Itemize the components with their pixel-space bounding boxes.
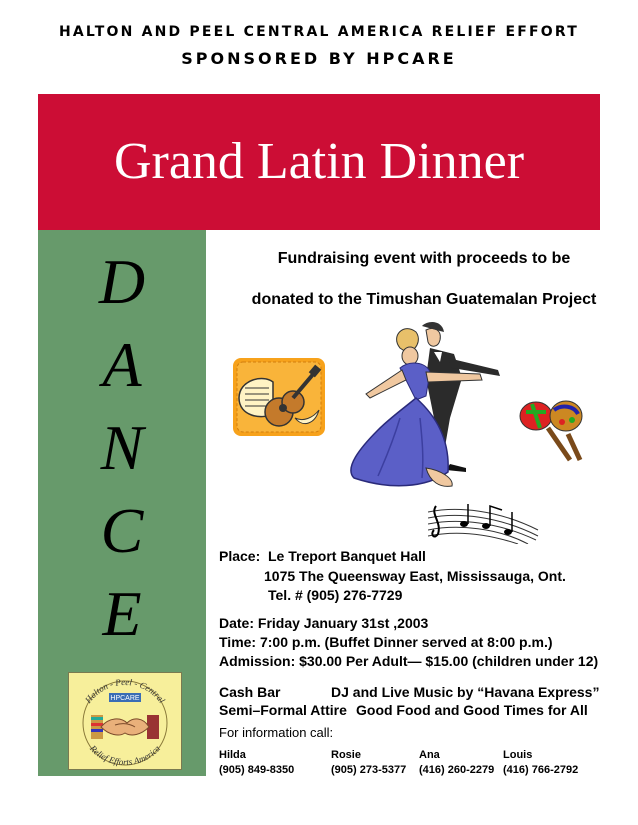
tagline-line-1: Fundraising event with proceeds to be: [277, 250, 571, 267]
attire: Semi–Formal Attire: [219, 702, 347, 718]
sponsor-header: SPONSORED BY HPCARE: [181, 49, 457, 68]
contact-phone-hilda: (905) 849-8350: [219, 764, 295, 776]
event-title: Grand Latin Dinner: [113, 133, 525, 190]
contact-name-rosie: Rosie: [331, 749, 361, 761]
dancing-couple-icon: [330, 318, 520, 508]
place-name: Le Treport Banquet Hall: [268, 548, 426, 564]
contact-name-ana: Ana: [419, 749, 440, 761]
hpcare-logo: [68, 672, 182, 770]
dance-letter-a: A: [102, 329, 142, 400]
dance-letter-c: C: [100, 495, 144, 566]
dance-letter-n: N: [100, 412, 144, 483]
maracas-icon: [518, 394, 594, 464]
contact-heading: For information call:: [219, 725, 334, 740]
place-address: 1075 The Queensway East, Mississauga, Ont.: [264, 568, 566, 584]
event-date: Date: Friday January 31st ,2003: [219, 615, 429, 631]
cash-bar: Cash Bar: [219, 684, 281, 700]
guitar-icon: [233, 358, 325, 436]
svg-text:Halton - Peel - Central: Halton - Peel - Central: [83, 676, 168, 705]
dance-letter-e: E: [102, 578, 142, 649]
title-banner: [38, 94, 600, 230]
contact-phone-rosie: (905) 273-5377: [331, 764, 407, 776]
music-notes-icon: [428, 500, 540, 544]
logo-badge: HPCARE: [110, 695, 140, 702]
contact-name-louis: Louis: [503, 749, 533, 761]
place-telephone: Tel. # (905) 276-7729: [268, 587, 403, 603]
admission-price: Admission: $30.00 Per Adult— $15.00 (children under 12): [219, 653, 599, 669]
food-note: Good Food and Good Times for All: [356, 702, 588, 718]
dance-sidebar: [38, 230, 206, 776]
svg-text:Relief Efforts America: Relief Efforts America: [88, 743, 162, 768]
dance-letter-d: D: [98, 246, 146, 317]
contact-phone-ana: (416) 260-2279: [419, 764, 495, 776]
dj-music: DJ and Live Music by “Havana Express”: [331, 684, 600, 700]
tagline-line-2: donated to the Timushan Guatemalan Project: [251, 291, 597, 308]
organization-header: HALTON AND PEEL CENTRAL AMERICA RELIEF EFFORT: [58, 24, 579, 40]
event-time: Time: 7:00 p.m. (Buffet Dinner served at 8:00 p.m.): [219, 634, 553, 650]
contact-name-hilda: Hilda: [219, 749, 246, 761]
contact-phone-louis: (416) 766-2792: [503, 764, 579, 776]
place-label: Place:: [219, 548, 261, 564]
